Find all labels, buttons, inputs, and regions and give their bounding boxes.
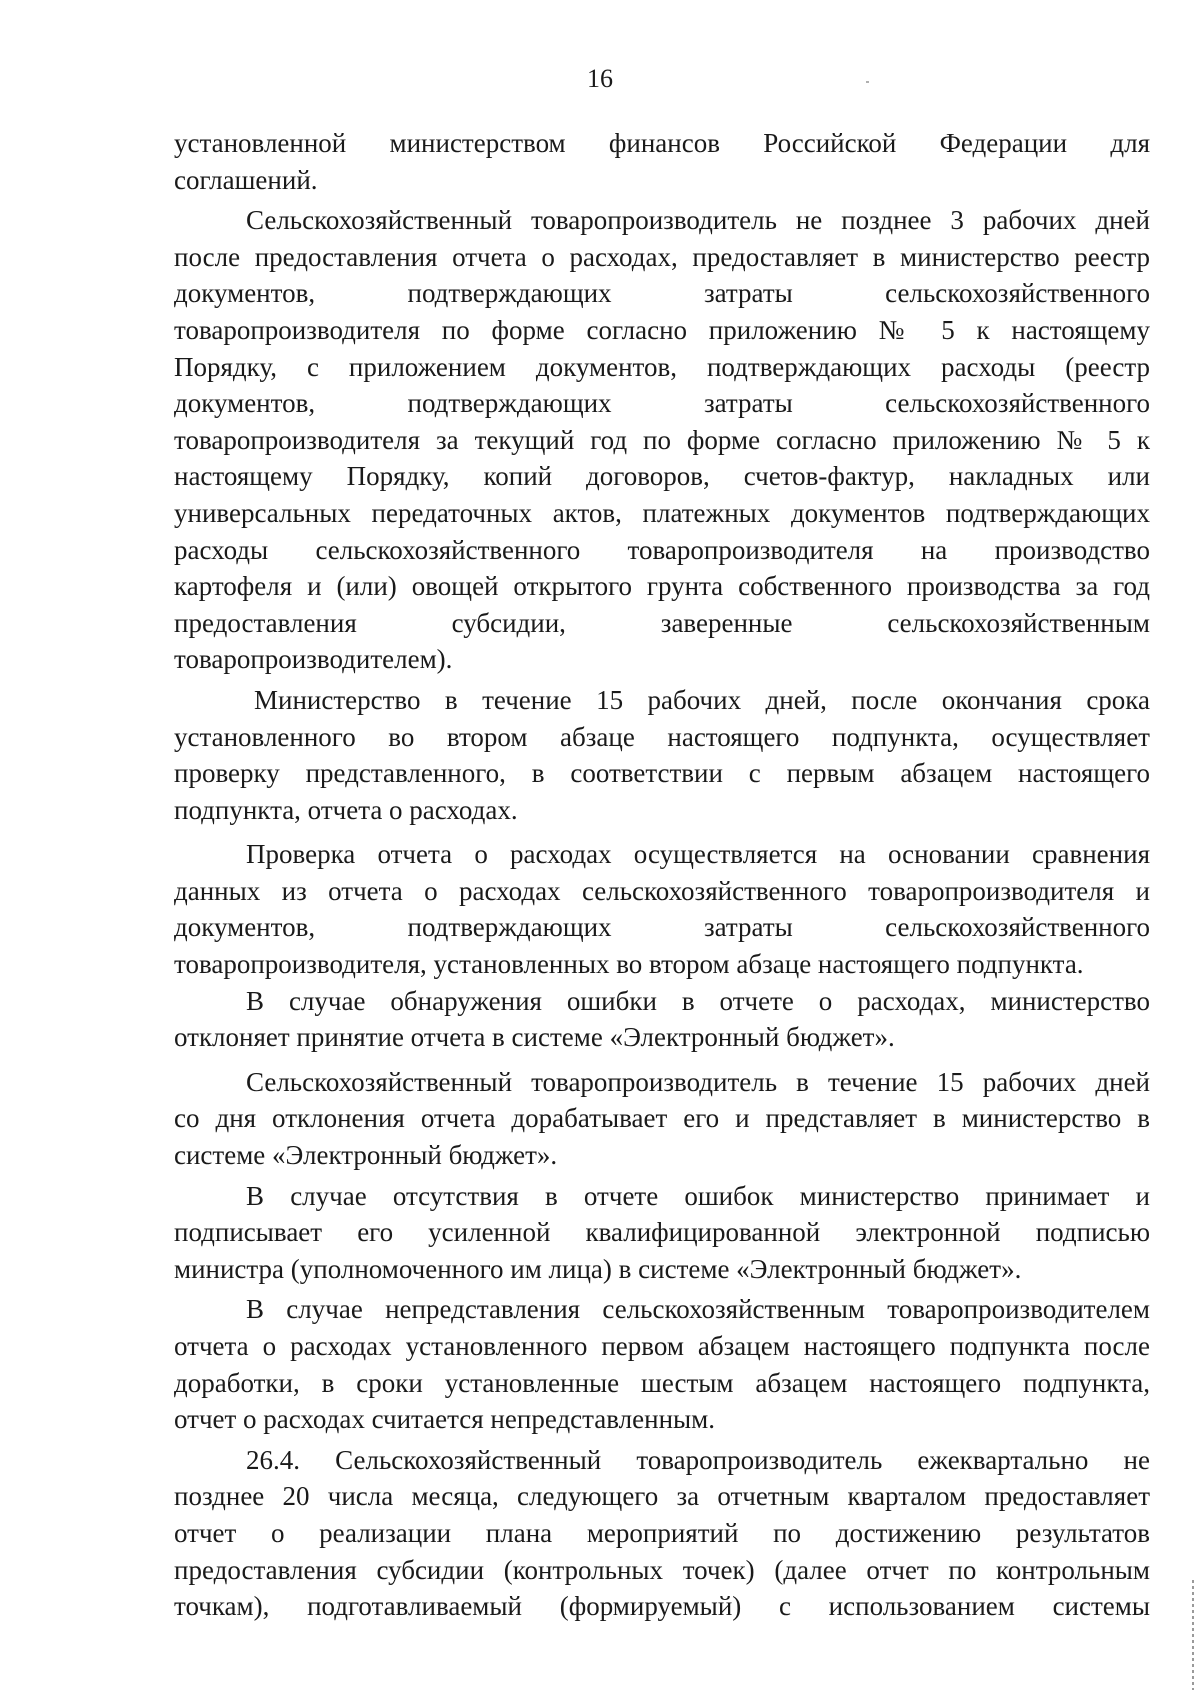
text-line: товаропроизводителя, установленных во втором абзаце настоящего подпункта.: [174, 949, 1084, 980]
text-line: предоставления субсидии, заверенные сельскохозяйственным: [174, 607, 1150, 638]
paragraph-1: [174, 125, 1150, 198]
text-line: 26.4. Сельскохозяйственный товаропроизводитель ежеквартально не: [246, 1444, 1150, 1475]
text-line: подписывает его усиленной квалифицированной электронной подписью: [174, 1217, 1150, 1248]
text-line: Порядку, с приложением документов, подтверждающих расходы (реестр: [174, 351, 1150, 382]
text-line: картофеля и (или) овощей открытого грунта собственного производства за год: [174, 571, 1150, 602]
paragraph-4: [174, 836, 1150, 982]
document-body: [174, 125, 1150, 1625]
text-line: Сельскохозяйственный товаропроизводитель в течение 15 рабочих дней: [246, 1066, 1150, 1097]
paragraph-7: [174, 1178, 1150, 1288]
paragraph-3: [174, 682, 1150, 828]
text-line: министра (уполномоченного им лица) в системе «Электронный бюджет».: [174, 1253, 1022, 1284]
text-line: подпункта, отчета о расходах.: [174, 794, 518, 825]
text-line: В случае непредставления сельскохозяйственным товаропроизводителем: [246, 1294, 1150, 1325]
text-line: Министерство в течение 15 рабочих дней, после окончания срока: [254, 684, 1150, 715]
page-number: 16: [587, 64, 613, 93]
paragraph-6: [174, 1064, 1150, 1174]
text-line: проверку представленного, в соответствии с первым абзацем настоящего: [174, 758, 1150, 789]
text-line: данных из отчета о расходах сельскохозяйственного товаропроизводителя и: [174, 875, 1150, 906]
text-line: документов, подтверждающих затраты сельскохозяйственного: [174, 388, 1150, 419]
scan-edge-artifact: [1192, 1580, 1194, 1690]
text-line: позднее 20 числа месяца, следующего за отчетным кварталом предоставляет: [174, 1481, 1150, 1512]
text-line: отчет о реализации плана мероприятий по достижению результатов: [174, 1517, 1150, 1548]
text-line: расходы сельскохозяйственного товаропроизводителя на производство: [174, 534, 1150, 565]
text-line: товаропроизводителя по форме согласно приложению № 5 к настоящему: [174, 314, 1150, 345]
paragraph-5: [174, 983, 1150, 1056]
text-line: отчет о расходах считается непредставленным.: [174, 1404, 716, 1435]
paragraph-8: [174, 1291, 1150, 1437]
text-line: универсальных передаточных актов, платежных документов подтверждающих: [174, 497, 1150, 528]
text-line: документов, подтверждающих затраты сельскохозяйственного: [174, 278, 1150, 309]
text-line: установленного во втором абзаце настоящего подпункта, осуществляет: [174, 721, 1150, 752]
text-line: точкам), подготавливаемый (формируемый) с использованием системы: [174, 1591, 1150, 1622]
text-line: доработки, в сроки установленные шестым абзацем настоящего подпункта,: [174, 1367, 1150, 1398]
scan-artifact-dot: [866, 81, 869, 83]
paragraph-9: [174, 1442, 1150, 1625]
text-line: товаропроизводителем).: [174, 644, 453, 675]
text-line: документов, подтверждающих затраты сельскохозяйственного: [174, 912, 1150, 943]
text-line: Сельскохозяйственный товаропроизводитель не позднее 3 рабочих дней: [246, 205, 1150, 236]
text-line: отчета о расходах установленного первом абзацем настоящего подпункта после: [174, 1331, 1150, 1361]
text-line: В случае отсутствия в отчете ошибок министерство принимает и: [246, 1180, 1150, 1211]
text-line: системе «Электронный бюджет».: [174, 1140, 558, 1171]
paragraph-2: [174, 202, 1150, 678]
text-line: товаропроизводителя за текущий год по форме согласно приложению № 5 к: [174, 424, 1150, 455]
text-line: соглашений.: [174, 164, 318, 195]
text-line: Проверка отчета о расходах осуществляется на основании сравнения: [246, 839, 1150, 870]
text-line: со дня отклонения отчета дорабатывает его и представляет в министерство в: [174, 1103, 1150, 1134]
text-line: после предоставления отчета о расходах, предоставляет в министерство реестр: [174, 241, 1150, 272]
text-line: установленной министерством финансов Российской Федерации для: [174, 128, 1150, 158]
text-line: настоящему Порядку, копий договоров, счетов-фактур, накладных или: [174, 461, 1150, 492]
text-line: В случае обнаружения ошибки в отчете о расходах, министерство: [246, 985, 1150, 1016]
text-line: отклоняет принятие отчета в системе «Электронный бюджет».: [174, 1022, 895, 1053]
text-line: предоставления субсидии (контрольных точек) (далее отчет по контрольным: [174, 1554, 1150, 1585]
